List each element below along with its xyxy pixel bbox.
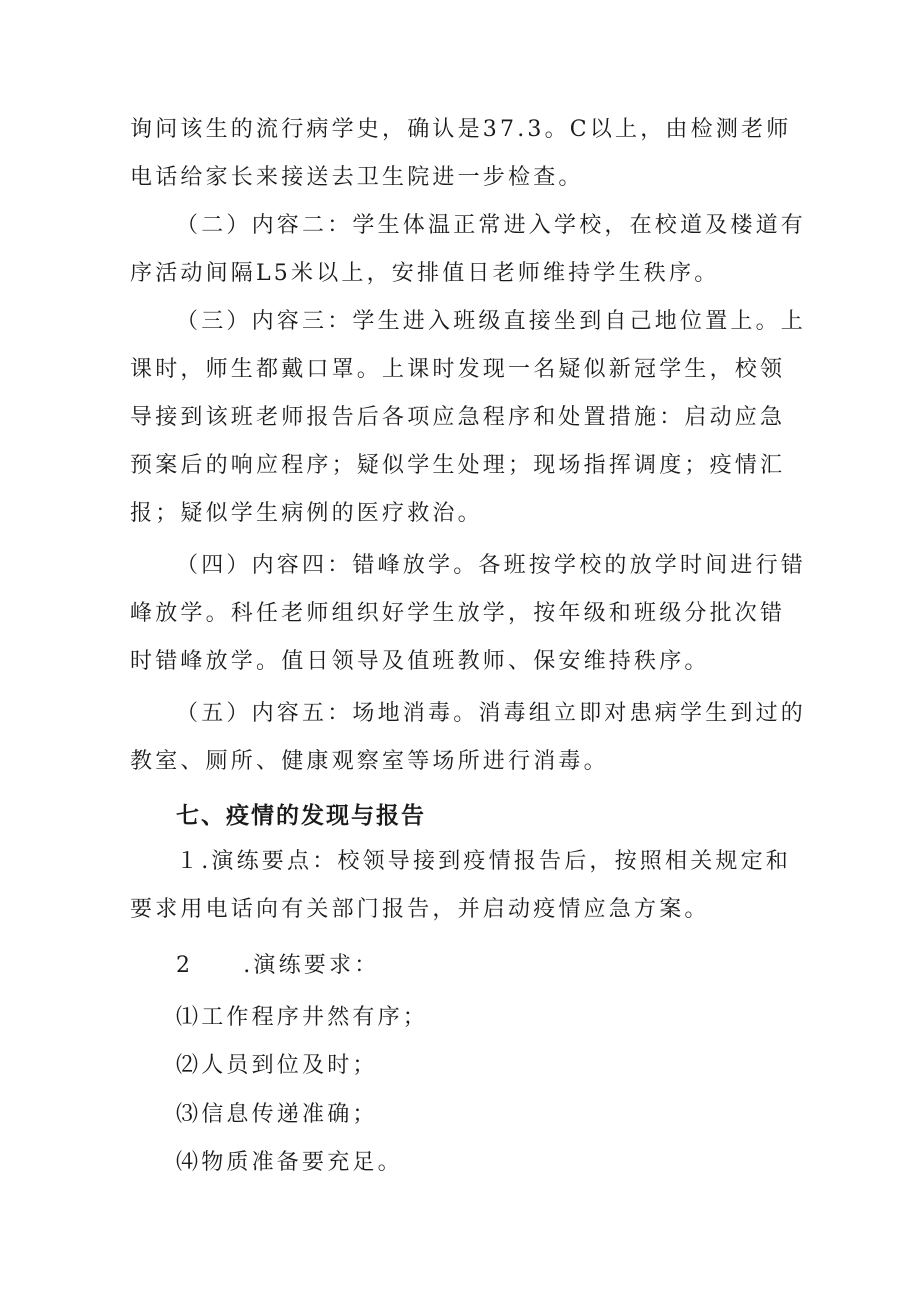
paragraph-content-two: （二）内容二：学生体温正常进入学校，在校道及楼道有序活动间隔L5米以上，安排值日老师维持学生秩序。 (130, 213, 807, 286)
paragraph-content-four: （四）内容四：错峰放学。各班按学校的放学时间进行错峰放学。科任老师组织好学生放学，按年级和班级分批次错时错峰放学。值日领导及值班教师、保安维持秩序。 (130, 553, 807, 674)
paragraph-temperature-check: 询问该生的流行病学史，确认是37.3。C以上，由检测老师电话给家长来接送去卫生院进一步检查。 (130, 117, 792, 190)
requirements-title: .演练要求： (243, 953, 380, 978)
paragraph-content-three: （三）内容三：学生进入班级直接坐到自己地位置上。上课时，师生都戴口罩。上课时发现一名疑似新冠学生，校领导接到该班老师报告后各项应急程序和处置措施：启动应急预案后的响应程序；疑似学生处理；现场指挥调度；疫情汇报；疑似学生病例的医疗救治。 (130, 309, 807, 526)
requirement-item: ⑵人员到位及时； (176, 1053, 378, 1078)
requirement-item: ⑶信息传递准确； (176, 1102, 378, 1127)
drill-key-points: １.演练要点：校领导接到疫情报告后，按照相关规定和要求用电话向有关部门报告，并启动疫情应急方案。 (130, 849, 791, 922)
section-heading: 七、疫情的发现与报告 (176, 803, 426, 829)
paragraph-content-five: （五）内容五：场地消毒。消毒组立即对患病学生到过的教室、厕所、健康观察室等场所进行消毒。 (130, 701, 807, 774)
requirement-item: ⑷物质准备要充足。 (176, 1150, 403, 1175)
requirement-item: ⑴工作程序井然有序； (176, 1005, 429, 1030)
requirements-number: 2 (176, 953, 194, 978)
drill-requirements-label (176, 948, 379, 979)
